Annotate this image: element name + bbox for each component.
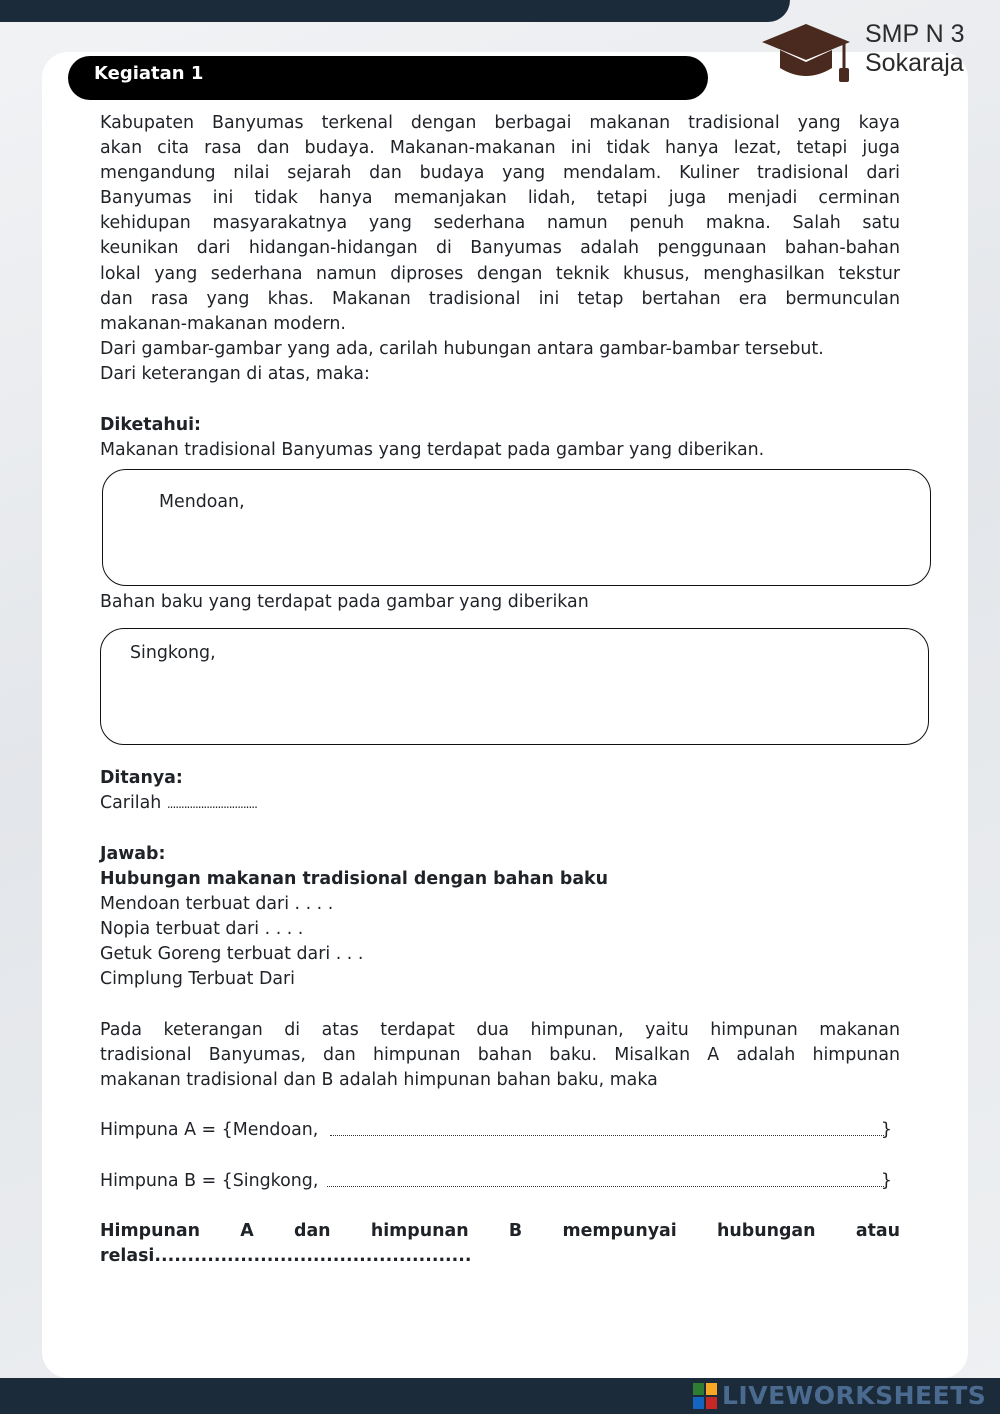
sets-intro-line: makanan tradisional dan B adalah himpunan bahan baku, maka (100, 1070, 658, 1091)
set-b-line (100, 1168, 900, 1194)
known-food-label: Makanan tradisional Banyumas yang terdapat pada gambar yang diberikan. (100, 440, 765, 461)
set-a-line (100, 1117, 900, 1143)
known-section (100, 413, 900, 463)
intro-line: akan cita rasa dan budaya. Makanan-makanan ini tidak hanya lezat, tetapi juga (100, 138, 900, 159)
intro-line: mengandung nilai sejarah dan budaya yang mendalam. Kuliner tradisional dari (100, 163, 900, 184)
set-b-prefix: Himpuna B = {Singkong, (100, 1171, 319, 1191)
activity-header (68, 56, 708, 100)
answer-subheading: Hubungan makanan tradisional dengan bahan baku (100, 869, 609, 890)
graduation-cap-icon (760, 22, 852, 84)
answer-section (100, 842, 900, 993)
top-band (0, 0, 790, 22)
sets-intro-paragraph (100, 1018, 900, 1093)
asked-blank[interactable]: ................................ (166, 797, 257, 812)
set-a-prefix: Himpuna A = {Mendoan, (100, 1120, 319, 1140)
asked-text (100, 791, 900, 816)
instruction-line: Dari keterangan di atas, maka: (100, 363, 370, 384)
intro-line: Banyumas ini tidak hanya memanjakan lidah, tetapi juga menjadi cerminan (100, 188, 900, 209)
food-answer-box[interactable] (102, 469, 931, 586)
material-answer-box[interactable] (100, 628, 929, 745)
intro-line: makanan-makanan modern. (100, 313, 346, 334)
set-a-blank[interactable] (330, 1135, 884, 1136)
set-b-close-brace: } (880, 1171, 892, 1191)
school-name-line2: Sokaraja (865, 49, 964, 77)
sets-intro-line: Pada keterangan di atas terdapat dua himpunan, yaitu himpunan makanan (100, 1020, 900, 1040)
relation-question (100, 1219, 900, 1269)
school-name-line1: SMP N 3 (865, 20, 965, 48)
set-a-close-brace: } (880, 1120, 892, 1140)
liveworksheets-logo-icon (693, 1383, 717, 1409)
asked-label: Carilah (100, 793, 162, 814)
answer-heading: Jawab: (100, 844, 166, 864)
intro-line: Kabupaten Banyumas terkenal dengan berbagai makanan tradisional yang kaya (100, 113, 900, 133)
asked-section (100, 766, 900, 816)
asked-heading: Ditanya: (100, 768, 183, 788)
school-logo (760, 18, 990, 88)
activity-title: Kegiatan 1 (94, 63, 204, 84)
food-answer-text: Mendoan, (159, 492, 245, 512)
school-name (865, 20, 965, 78)
instruction-line: Dari gambar-gambar yang ada, carilah hubungan antara gambar-bambar tersebut. (100, 338, 824, 359)
answer-item: Getuk Goreng terbuat dari . . . (100, 944, 364, 965)
relation-blank[interactable]: relasi................................................ (100, 1246, 472, 1267)
intro-line: kehidupan masyarakatnya yang sederhana namun penuh makna. Salah satu (100, 213, 900, 234)
material-label-block (100, 590, 900, 615)
known-material-label: Bahan baku yang terdapat pada gambar yang diberikan (100, 592, 589, 612)
relation-line: Himpunan A dan himpunan B mempunyai hubungan atau (100, 1221, 900, 1241)
intro-paragraph (100, 111, 900, 387)
material-answer-text: Singkong, (130, 643, 216, 663)
intro-line: lokal yang sederhana namun diproses dengan teknik khusus, menghasilkan tekstur (100, 263, 900, 284)
intro-line: dan rasa yang khas. Makanan tradisional ini tetap bertahan era bermunculan (100, 288, 900, 309)
known-heading: Diketahui: (100, 415, 202, 435)
sets-intro-line: tradisional Banyumas, dan himpunan bahan baku. Misalkan A adalah himpunan (100, 1045, 900, 1066)
intro-line: keunikan dari hidangan-hidangan di Banyumas adalah penggunaan bahan-bahan (100, 238, 900, 259)
set-b-blank[interactable] (327, 1186, 884, 1187)
answer-item: Cimplung Terbuat Dari (100, 969, 296, 990)
liveworksheets-brand[interactable]: LIVEWORKSHEETS (722, 1381, 987, 1410)
answer-item: Mendoan terbuat dari . . . . (100, 894, 334, 915)
answer-item: Nopia terbuat dari . . . . (100, 919, 304, 940)
